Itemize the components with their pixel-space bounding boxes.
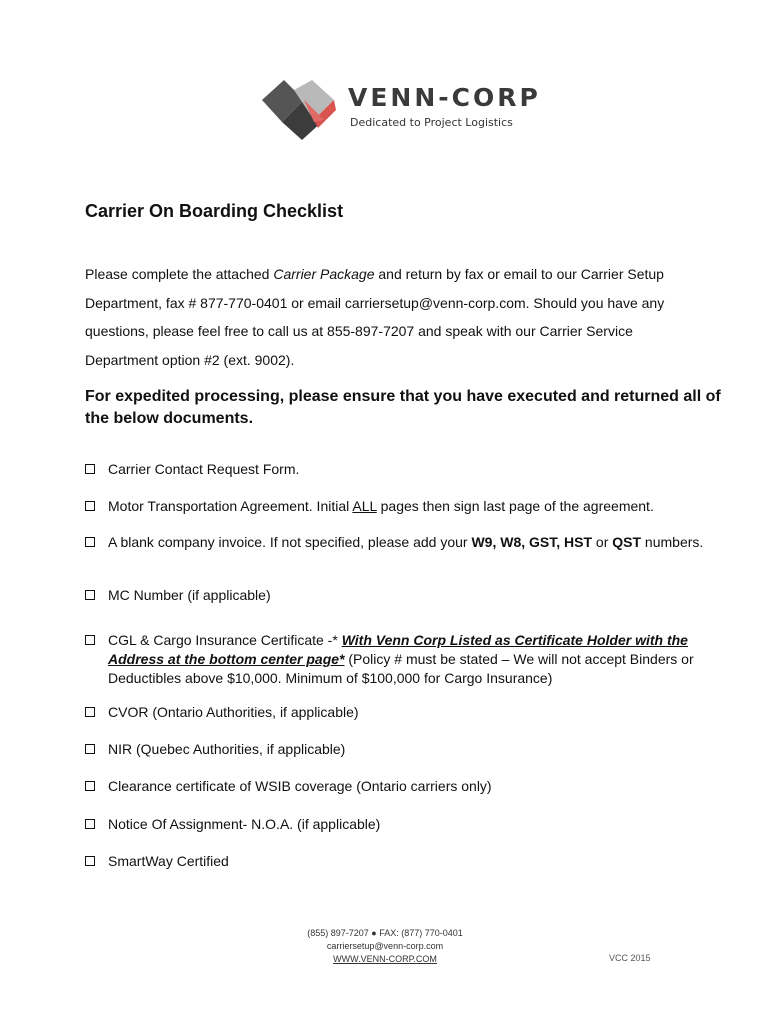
certificate-holder-emphasis: With Venn Corp Listed as Certificate Holder with the Address at the bottom center page* <box>108 632 688 667</box>
checkbox-icon <box>85 501 95 511</box>
carrier-package-text: Carrier Package <box>273 266 375 282</box>
expedite-notice: For expedited processing, please ensure that you have executed and returned all of the below documents. <box>85 388 721 427</box>
checklist-item-transport-agreement <box>85 497 705 516</box>
item-text-part: or <box>592 534 613 550</box>
checklist-item-label: Notice Of Assignment- N.O.A. (if applicable) <box>108 816 381 832</box>
all-emphasis: ALL <box>352 498 377 514</box>
checkbox-icon <box>85 590 95 600</box>
item-text-part: (Policy # must be stated – We will not accept Binders or Deductibles above $10,000. Minimum of $100,000 for Cargo Insurance) <box>108 651 694 686</box>
checkbox-icon <box>85 819 95 829</box>
intro-text-end: and return by fax or email to our Carrier Setup Department, fax # 877-770-0401 or email carriersetup@venn-corp.com. Should you have any questions, please feel free to call us at 855-897-7207 and speak with our Carrier Service Department option #2 (ext. 9002). <box>85 266 665 368</box>
checklist-item-label <box>108 631 705 688</box>
checklist-item-label: Carrier Contact Request Form. <box>108 461 300 477</box>
footer-contact <box>0 927 770 966</box>
checklist-item-contact-form <box>85 460 705 479</box>
checklist-item-wsib <box>85 777 705 796</box>
checkbox-icon <box>85 856 95 866</box>
item-text-part: pages then sign last page of the agreement. <box>376 498 654 514</box>
checkbox-icon <box>85 537 95 547</box>
brand-name: VENN-CORP <box>348 83 541 112</box>
intro-text-start: Please complete the attached <box>85 266 274 282</box>
item-text-part: CGL & Cargo Insurance Certificate -* <box>108 632 342 648</box>
venn-heart-logo-icon <box>262 78 338 142</box>
item-text-part: numbers. <box>641 534 704 550</box>
footer-email[interactable]: carriersetup@venn-corp.com <box>326 941 444 951</box>
checkbox-icon <box>85 464 95 474</box>
checklist-item-label: SmartWay Certified <box>108 853 229 869</box>
brand-tagline: Dedicated to Project Logistics <box>350 116 513 129</box>
checklist-item-smartway <box>85 852 705 871</box>
item-text-part: Motor Transportation Agreement. Initial <box>108 498 353 514</box>
checklist-item-noa <box>85 815 705 834</box>
checklist-item-label <box>108 533 705 552</box>
document-code: VCC 2015 <box>609 953 651 963</box>
footer-website-link[interactable]: WWW.VENN-CORP.COM <box>333 954 437 964</box>
checklist-item-nir <box>85 740 705 759</box>
checklist-item-blank-invoice <box>85 533 705 552</box>
checklist-item-label: Clearance certificate of WSIB coverage (Ontario carriers only) <box>108 778 492 794</box>
qst-bold: QST <box>612 534 642 550</box>
checklist-item-label: MC Number (if applicable) <box>108 587 271 603</box>
checkbox-icon <box>85 781 95 791</box>
venn-corp-logo <box>262 78 542 142</box>
checklist-item-mc-number <box>85 586 705 605</box>
checkbox-icon <box>85 707 95 717</box>
checkbox-icon <box>85 744 95 754</box>
intro-paragraph <box>85 260 695 374</box>
tax-numbers-bold: W9, W8, GST, HST <box>471 534 593 550</box>
checklist-item-cvor <box>85 703 705 722</box>
checklist-item-label <box>108 497 705 516</box>
checklist-item-label: CVOR (Ontario Authorities, if applicable) <box>108 704 359 720</box>
item-text-part: A blank company invoice. If not specified, please add your <box>108 534 472 550</box>
checkbox-icon <box>85 635 95 645</box>
checklist-item-label: NIR (Quebec Authorities, if applicable) <box>108 741 346 757</box>
page-title: Carrier On Boarding Checklist <box>85 201 344 221</box>
footer-phone-fax: (855) 897-7207 ● FAX: (877) 770-0401 <box>307 928 463 938</box>
checklist-item-insurance-certificate <box>85 631 705 688</box>
